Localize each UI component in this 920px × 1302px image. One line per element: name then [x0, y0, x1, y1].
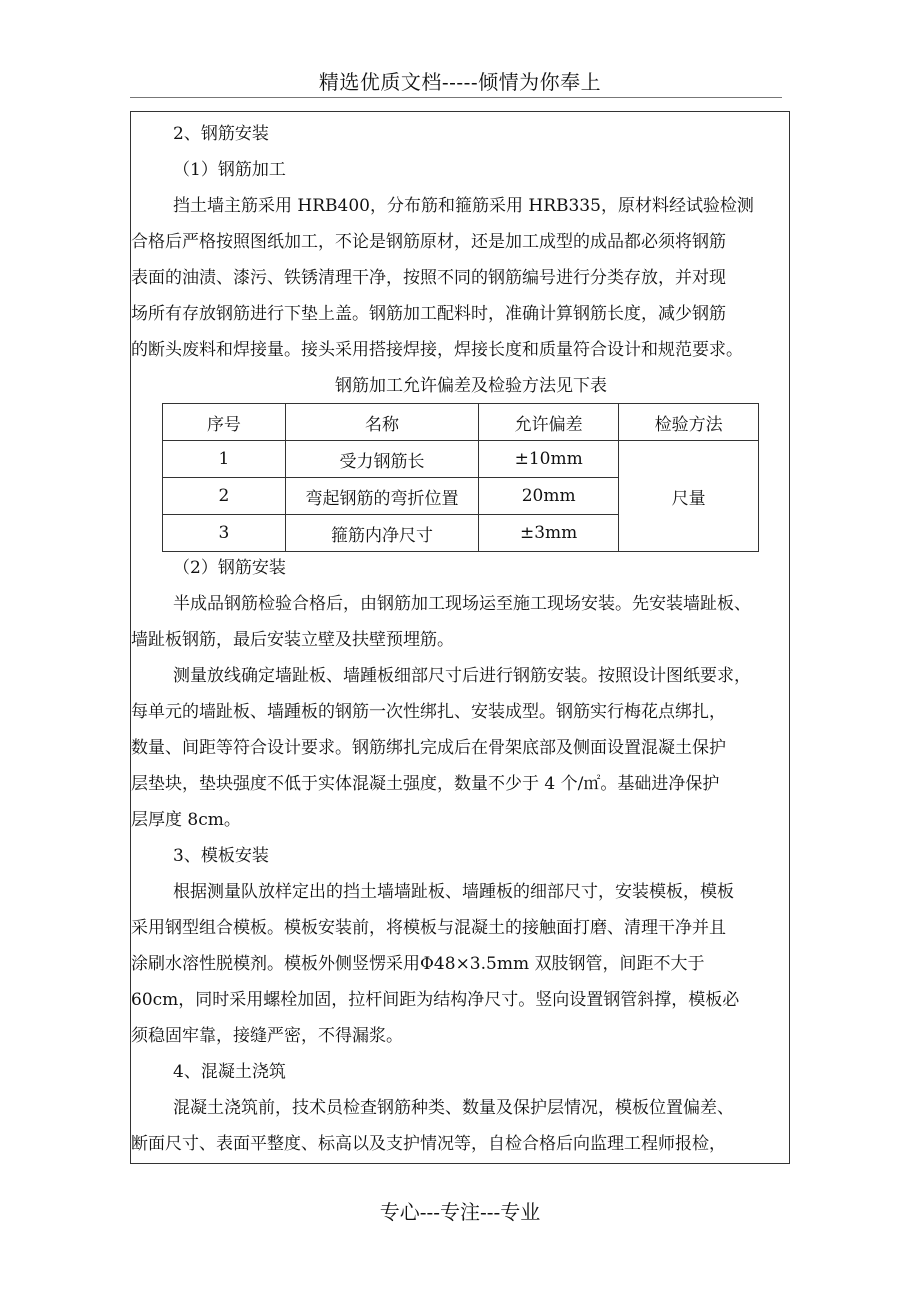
paragraph-line: 测量放线确定墙趾板、墙踵板细部尺寸后进行钢筋安装。按照设计图纸要求， — [173, 666, 751, 686]
table-cell-merged: 尺量 — [619, 441, 759, 552]
paragraph-line: 每单元的墙趾板、墙踵板的钢筋一次性绑扎、安装成型。钢筋实行梅花点绑扎， — [131, 702, 726, 722]
section-2-title: 2、钢筋安装 — [173, 124, 269, 144]
paragraph-line: 墙趾板钢筋，最后安装立壁及扶壁预埋筋。 — [131, 630, 454, 650]
table-header-row — [163, 404, 759, 441]
paragraph-line: 根据测量队放样定出的挡土墙墙趾板、墙踵板的细部尺寸，安装模板，模板 — [173, 882, 734, 902]
content-frame — [130, 111, 790, 1164]
table-cell: 箍筋内净尺寸 — [285, 515, 478, 552]
paragraph-line: 混凝土浇筑前，技术员检查钢筋种类、数量及保护层情况，模板位置偏差、 — [173, 1098, 734, 1118]
paragraph-line: 半成品钢筋检验合格后，由钢筋加工现场运至施工现场安装。先安装墙趾板、 — [173, 594, 751, 614]
content-body — [131, 112, 779, 404]
table-caption: 钢筋加工允许偏差及检验方法见下表 — [335, 376, 607, 396]
paragraph-line: 挡土墙主筋采用 HRB400，分布筋和箍筋采用 HRB335，原材料经试验检测 — [173, 196, 754, 216]
paragraph-line: 数量、间距等符合设计要求。钢筋绑扎完成后在骨架底部及侧面设置混凝土保护 — [131, 738, 726, 758]
table-cell: ±10mm — [479, 441, 619, 478]
paragraph-line: 的断头废料和焊接量。接头采用搭接焊接，焊接长度和质量符合设计和规范要求。 — [131, 340, 743, 360]
table-row — [163, 441, 759, 478]
section-2-1-paragraph — [131, 188, 779, 368]
table-header-cell: 序号 — [163, 404, 286, 441]
paragraph-line: 60cm，同时采用螺栓加固，拉杆间距为结构净尺寸。竖向设置钢管斜撑，模板必 — [131, 990, 740, 1010]
table-cell: 1 — [163, 441, 286, 478]
section-3-paragraph — [131, 874, 779, 1054]
section-2-2-paragraph-2 — [131, 658, 779, 838]
paragraph-line: 涂刷水溶性脱模剂。模板外侧竖愣采用Φ48×3.5mm 双肢钢管，间距不大于 — [131, 954, 705, 974]
table-cell: ±3mm — [479, 515, 619, 552]
section-2-1-title: （1）钢筋加工 — [173, 160, 286, 180]
table-header-cell: 名称 — [285, 404, 478, 441]
section-4-paragraph — [131, 1090, 779, 1162]
table-header-cell: 检验方法 — [619, 404, 759, 441]
paragraph-line: 断面尺寸、表面平整度、标高以及支护情况等，自检合格后向监理工程师报检， — [131, 1134, 726, 1154]
table-cell: 受力钢筋长 — [285, 441, 478, 478]
table-header-cell: 允许偏差 — [479, 404, 619, 441]
content-body-lower — [131, 550, 779, 1162]
section-2-2-paragraph-1 — [131, 586, 779, 658]
section-4-title: 4、混凝土浇筑 — [173, 1062, 286, 1082]
paragraph-line: 表面的油渍、漆污、铁锈清理干净，按照不同的钢筋编号进行分类存放，并对现 — [131, 268, 726, 288]
table-cell: 3 — [163, 515, 286, 552]
paragraph-line: 场所有存放钢筋进行下垫上盖。钢筋加工配料时，准确计算钢筋长度，减少钢筋 — [131, 304, 726, 324]
header-divider — [130, 97, 782, 98]
table-cell: 弯起钢筋的弯折位置 — [285, 478, 478, 515]
paragraph-line: 须稳固牢靠，接缝严密，不得漏浆。 — [131, 1026, 403, 1046]
tolerance-table — [162, 403, 759, 552]
paragraph-line: 层厚度 8cm。 — [131, 810, 241, 830]
page-footer: 专心---专注---专业 — [379, 1200, 541, 1224]
paragraph-line: 层垫块，垫块强度不低于实体混凝土强度，数量不少于 4 个/㎡。基础进净保护 — [131, 774, 720, 794]
section-2-2-title: （2）钢筋安装 — [173, 558, 286, 578]
paragraph-line: 采用钢型组合模板。模板安装前，将模板与混凝土的接触面打磨、清理干净并且 — [131, 918, 726, 938]
page-header: 精选优质文档-----倾情为你奉上 — [318, 70, 602, 94]
paragraph-line: 合格后严格按照图纸加工，不论是钢筋原材，还是加工成型的成品都必须将钢筋 — [131, 232, 726, 252]
section-3-title: 3、模板安装 — [173, 846, 269, 866]
table-cell: 20mm — [479, 478, 619, 515]
table-cell: 2 — [163, 478, 286, 515]
